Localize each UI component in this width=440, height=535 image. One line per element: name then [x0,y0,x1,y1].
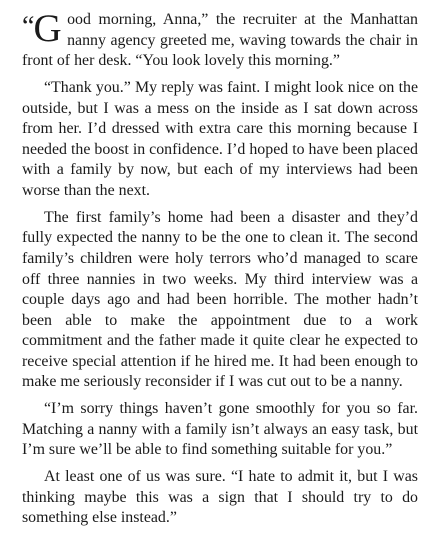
paragraph-4: “I’m sorry things haven’t gone smoothly for you so far. Matching a nanny with a family isn’t always an easy task, but I’m sure we’ll be able to find something suitable for you.” [22,400,418,459]
paragraph-2: “Thank you.” My reply was faint. I might look nice on the outside, but I was a mess on the inside as I sat down across from her. I’d dressed with extra care this morning because I needed the boost in confidence. I’d hoped to have been placed with a family by now, but each of my interviews had been worse than the next. [22,78,418,199]
book-page [22,7,418,535]
drop-cap [22,7,63,50]
paragraph-5: At least one of us was sure. “I hate to admit it, but I was thinking maybe this was a sign that I should try to do something else instead.” [22,468,418,527]
paragraph-3: The first family’s home had been a disaster and they’d fully expected the nanny to be the one to clean it. The second family’s children were holy terrors who’d managed to scare off three nannies in two weeks. My third interview was a couple days ago and had been horrible. The mother hadn’t been able to make the appointment due to a work commitment and the father made it quite clear he expected to receive special attention if he hired me. It had been enough to make me seriously reconsider if I was cut out to be a nanny. [22,208,418,391]
drop-cap-letter: G [33,7,63,50]
paragraph-1 [22,7,418,72]
paragraph-1-text: ood morning, Anna,” the recruiter at the Manhattan nanny agency greeted me, waving towards the chair in front of her desk. “You look lovely this morning.” [22,11,418,70]
drop-cap-quote: “ [22,11,34,42]
